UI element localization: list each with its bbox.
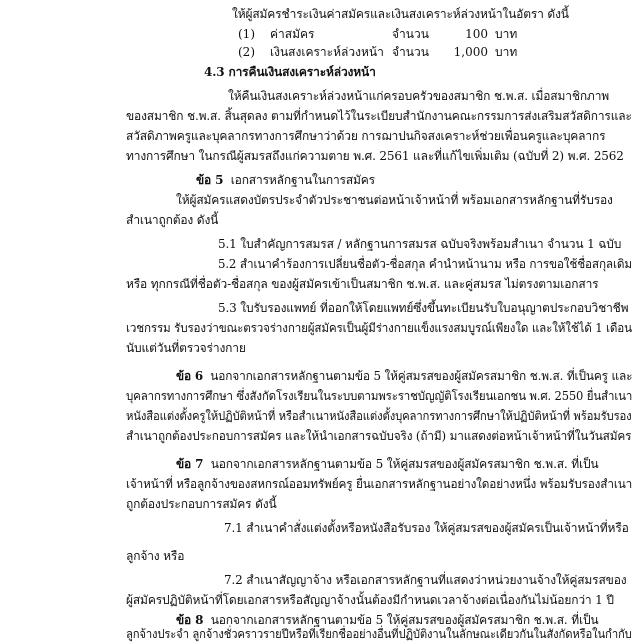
fee-amount: 1,000	[453, 45, 488, 59]
section-4-3-heading: 4.3 การคืนเงินสงเคราะห์ล่วงหน้า	[204, 65, 376, 79]
fee-unit: บาท	[495, 27, 518, 41]
item-5-3: 5.3 ใบรับรองแพทย์ ที่ออกให้โดยแพทย์ซึ่งขึ้นทะเบียนรับใบอนุญาตประกอบวิชาชีพ	[218, 301, 629, 315]
paragraph-line: นับแต่วันที่ตรวจร่างกาย	[126, 341, 246, 355]
clause-number: ข้อ 8	[176, 613, 204, 627]
clause-number: ข้อ 5	[196, 173, 224, 187]
fee-amount: 100	[465, 27, 488, 41]
paragraph-line: บุคลากรทางการศึกษา ซึ่งสังกัดโรงเรียนในระบบตามพระราชบัญญัติโรงเรียนเอกชน พ.ศ. 2550 ยื่นสำเนา	[126, 389, 633, 403]
paragraph-line: เวชกรรม รับรองว่าขณะตรวจร่างกายผู้สมัครเป็นผู้มีร่างกายแข็งแรงสมบูรณ์เพียงใด และให้ใช้ได้ 1 เดือน	[126, 321, 632, 335]
fee-unit: บาท	[495, 45, 518, 59]
paragraph-line: สำเนาถูกต้อง ดังนี้	[126, 213, 219, 227]
clause-number: ข้อ 7	[176, 457, 204, 471]
paragraph-line: ถูกต้องประกอบการสมัคร ดังนี้	[126, 497, 277, 511]
clause-text: นอกจากเอกสารหลักฐานตามข้อ 5 ให้คู่สมรสของผู้สมัครสมาชิก ช.พ.ส. ที่เป็นครู และ	[210, 369, 633, 383]
clause-text: นอกจากเอกสารหลักฐานตามข้อ 5 ให้คู่สมรสของผู้สมัครสมาชิก ช.พ.ส. ที่เป็น	[210, 457, 599, 471]
fee-label: ค่าสมัคร	[270, 27, 315, 41]
paragraph-line: ลูกจ้าง หรือ	[126, 549, 185, 563]
paragraph-line: หรือ ทุกกรณีที่ชื่อตัว-ชื่อสกุล ของผู้สมัครเข้าเป็นสมาชิก ช.พ.ส. และคู่สมรส ไม่ตรงตามเอกสาร	[126, 277, 599, 291]
paragraph-line: สวัสดิภาพครูและบุคลากรทางการศึกษาว่าด้วย การฌาปนกิจสงเคราะห์ช่วยเพื่อนครูและบุคลากร	[126, 129, 606, 143]
clause-number: ข้อ 6	[176, 369, 204, 383]
paragraph-line: ลูกจ้างประจำ ลูกจ้างชั่วคราวรายปีหรือที่เรียกชื่ออย่างอื่นที่ปฏิบัติงานในลักษณะเดียวกันในสังกัดหรือในกำกับ	[126, 627, 632, 641]
clause-text: นอกจากเอกสารหลักฐานตามข้อ 5 ให้คู่สมรสของผู้สมัครสมาชิก ช.พ.ส. ที่เป็น	[210, 613, 599, 627]
paragraph-line: สำเนาถูกต้องประกอบการสมัคร และให้นำเอกสารฉบับจริง (ถ้ามี) มาแสดงต่อหน้าเจ้าหน้าที่ในวันสมัคร	[126, 429, 632, 443]
paragraph-line: ทางการศึกษา ในกรณีผู้สมรสถึงแก่ความตาย พ.ศ. 2561 และที่แก้ไขเพิ่มเติม (ฉบับที่ 2) พ.ศ. 2562	[126, 149, 624, 163]
paragraph-line: เจ้าหน้าที่ หรือลูกจ้างของสหกรณ์ออมทรัพย์ครู ยื่นเอกสารหลักฐานอย่างใดอย่างหนึ่ง พร้อมรับรองสำเนา	[126, 477, 633, 491]
paragraph-line: ให้ผู้สมัครแสดงบัตรประจำตัวประชาชนต่อหน้าเจ้าหน้าที่ พร้อมเอกสารหลักฐานที่รับรอง	[176, 193, 613, 207]
fee-amount-word: จำนวน	[392, 45, 429, 59]
fee-number: (2)	[238, 45, 255, 59]
fee-intro: ให้ผู้สมัครชำระเงินค่าสมัครและเงินสงเคราะห์ล่วงหน้าในอัตรา ดังนี้	[232, 7, 569, 21]
fee-label: เงินสงเคราะห์ล่วงหน้า	[270, 45, 384, 59]
item-5-1: 5.1 ใบสำคัญการสมรส / หลักฐานการสมรส ฉบับจริงพร้อมสำเนา จำนวน 1 ฉบับ	[218, 237, 622, 251]
clause-5-heading	[196, 172, 375, 188]
item-7-1: 7.1 สำเนาคำสั่งแต่งตั้งหรือหนังสือรับรอง ให้คู่สมรสของผู้สมัครเป็นเจ้าหน้าที่หรือ	[224, 521, 629, 535]
paragraph-line: ของสมาชิก ช.พ.ส. สิ้นสุดลง ตามที่กำหนดไว้ในระเบียบสำนักงานคณะกรรมการส่งเสริมสวัสดิการและ	[126, 109, 632, 123]
item-7-2: 7.2 สำเนาสัญญาจ้าง หรือเอกสารหลักฐานที่แสดงว่าหน่วยงานจ้างให้คู่สมรสของ	[224, 573, 627, 587]
paragraph-line: ผู้สมัครปฏิบัติหน้าที่โดยเอกสารหรือสัญญาจ้างนั้นต้องมีกำหนดเวลาจ้างต่อเนื่องกันไม่น้อยกว่า 1 ปี	[126, 593, 614, 607]
clause-title: เอกสารหลักฐานในการสมัคร	[230, 173, 375, 187]
paragraph-line: ให้คืนเงินสงเคราะห์ล่วงหน้าแก่ครอบครัวของสมาชิก ช.พ.ส. เมื่อสมาชิกภาพ	[228, 89, 610, 103]
item-5-2: 5.2 สำเนาคำร้องการเปลี่ยนชื่อตัว-ชื่อสกุล คำนำหน้านาม หรือ การขอใช้ชื่อสกุลเดิม	[218, 257, 632, 271]
paragraph-line: หนังสือแต่งตั้งครูให้ปฏิบัติหน้าที่ หรือสำเนาหนังสือแต่งตั้งบุคลากรทางการศึกษาให้ปฏิบัติหน้าที่ พร้อมรับรอง	[126, 409, 632, 423]
fee-number: (1)	[238, 27, 255, 41]
fee-amount-word: จำนวน	[392, 27, 429, 41]
clause-7-first-line	[176, 456, 598, 472]
clause-6-first-line	[176, 368, 632, 384]
